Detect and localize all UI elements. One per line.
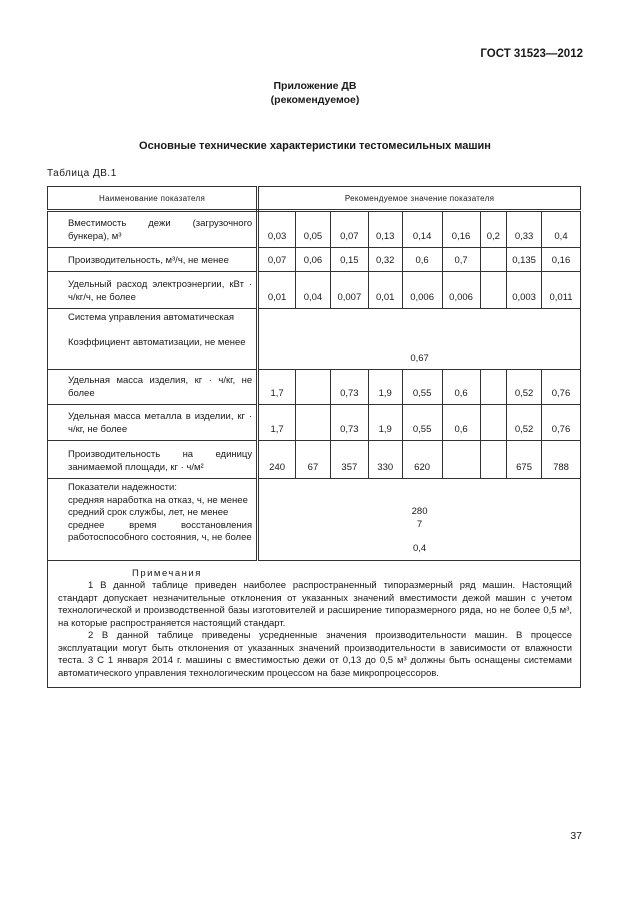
value-cell: 0,2 — [480, 211, 507, 248]
value-cell: 0,32 — [368, 248, 402, 272]
row-label — [48, 309, 258, 370]
page-number: 37 — [570, 830, 582, 842]
value-cell: 0,006 — [402, 272, 442, 309]
row-label: Удельная масса металла в изделии, кг · ч/кг, не более — [48, 405, 258, 441]
value-cell: 0,15 — [330, 248, 368, 272]
value-cell: 0,6 — [402, 248, 442, 272]
notes-title: Примечания — [132, 568, 202, 579]
value-cell: 0,55 — [402, 370, 442, 405]
row-label: Удельный расход электроэнергии, кВт · ч/кг/ч, не более — [48, 272, 258, 309]
appendix-title: Приложение ДВ — [273, 80, 357, 92]
table-caption: Таблица ДВ.1 — [47, 168, 117, 179]
row-label: Удельная масса изделия, кг · ч/кг, не более — [48, 370, 258, 405]
value-cell: 0,07 — [258, 248, 296, 272]
header-name-cell: Наименование показателя — [48, 187, 258, 211]
value-cell: 1,7 — [258, 370, 296, 405]
header-values-cell: Рекомендуемое значение показателя — [258, 187, 581, 211]
merged-value-cell — [258, 479, 581, 561]
value-cell: 0,07 — [330, 211, 368, 248]
value-cell: 0,13 — [368, 211, 402, 248]
value-cell: 0,16 — [442, 211, 480, 248]
row-label-line: средняя наработка на отказ, ч, не менее — [68, 494, 248, 506]
value-cell: 0,03 — [258, 211, 296, 248]
value-cell: 0,55 — [402, 405, 442, 441]
value-cell: 0,73 — [330, 405, 368, 441]
value-cell — [480, 441, 507, 479]
value-cell: 0,01 — [368, 272, 402, 309]
recovery-time-value: 0,4 — [412, 543, 427, 554]
value-cell: 0,01 — [258, 272, 296, 309]
value-cell: 0,06 — [296, 248, 331, 272]
value-cell: 0,003 — [507, 272, 542, 309]
table-header-row — [48, 187, 581, 211]
value-cell — [480, 405, 507, 441]
row-label-line: Коэффициент автоматизации, не менее — [68, 336, 246, 348]
appendix-subtitle: (рекомендуемое) — [270, 94, 360, 106]
page-title: Основные технические характеристики тестомесильных машин — [139, 140, 491, 152]
table-row — [48, 309, 581, 370]
value-cell: 240 — [258, 441, 296, 479]
value-cell: 1,9 — [368, 405, 402, 441]
row-label-line: среднее время восстановления работоспособного состояния, ч, не более — [68, 519, 253, 543]
table-row-reliability — [48, 479, 581, 561]
value-cell: 0,76 — [542, 370, 581, 405]
service-life-value: 7 — [416, 518, 423, 530]
value-cell: 0,16 — [542, 248, 581, 272]
value-cell: 620 — [402, 441, 442, 479]
value-cell: 0,52 — [507, 370, 542, 405]
value-cell — [442, 441, 480, 479]
value-cell: 0,7 — [442, 248, 480, 272]
row-label: Производительность, м³/ч, не менее — [48, 248, 258, 272]
value-cell: 0,04 — [296, 272, 331, 309]
value-cell: 788 — [542, 441, 581, 479]
table-row — [48, 248, 581, 272]
merged-value-cell: 0,67 — [258, 309, 581, 370]
mtbf-value: 280 — [411, 506, 428, 517]
value-cell: 0,6 — [442, 370, 480, 405]
row-label: Производительность на единицу занимаемой площади, кг · ч/м² — [48, 441, 258, 479]
value-cell: 0,05 — [296, 211, 331, 248]
value-cell: 0,006 — [442, 272, 480, 309]
table-row — [48, 405, 581, 441]
value-cell: 67 — [296, 441, 331, 479]
value-cell — [480, 370, 507, 405]
row-label-line: Система управления автоматическая — [68, 312, 235, 323]
value-cell: 1,9 — [368, 370, 402, 405]
row-label-line: средний срок службы, лет, не менее — [68, 507, 229, 518]
value-cell: 0,6 — [442, 405, 480, 441]
value-cell: 0,73 — [330, 370, 368, 405]
value-cell: 0,52 — [507, 405, 542, 441]
value-cell: 675 — [507, 441, 542, 479]
value-cell: 0,011 — [542, 272, 581, 309]
value-cell: 330 — [368, 441, 402, 479]
value-cell — [296, 370, 331, 405]
value-cell: 1,7 — [258, 405, 296, 441]
table-row — [48, 441, 581, 479]
note-2: 2 В данной таблице приведены усредненные значения производительности машин. В процессе эксплуатации могут быть отклонения от указанных значений производительности в зависимости от влажности теста. — [58, 630, 572, 667]
row-label-line: Показатели надежности: — [68, 482, 177, 493]
value-cell: 0,4 — [542, 211, 581, 248]
table-row — [48, 211, 581, 248]
value-cell: 0,33 — [507, 211, 542, 248]
value-cell: 0,007 — [330, 272, 368, 309]
value-cell: 0,14 — [402, 211, 442, 248]
table-notes — [47, 560, 581, 688]
value-cell: 0,76 — [542, 405, 581, 441]
document-code: ГОСТ 31523—2012 — [480, 48, 583, 60]
value-cell — [480, 248, 507, 272]
value-cell — [480, 272, 507, 309]
note-3: 3 С 1 января 2014 г. машины с вместимостью дежи от 0,13 до 0,5 м³ должны быть оснащены системами автоматического управления технологическим процессом на базе микропроцессоров. — [58, 655, 572, 679]
characteristics-table — [47, 186, 581, 561]
table-row — [48, 272, 581, 309]
value-cell: 357 — [330, 441, 368, 479]
row-label: Вместимость дежи (загрузочного бункера), м³ — [48, 211, 258, 248]
note-1: 1 В данной таблице приведен наиболее распространенный типоразмерный ряд машин. Настоящий стандарт допускает незначительные отклонения от указанных значений вместимости дежой машин с учетом технологической и производственной базы изготовителей и расширение типоразмерного ряда, но не более 0,5 м³, на которые распространяется настоящий стандарт. — [58, 580, 572, 629]
table-row — [48, 370, 581, 405]
value-cell — [296, 405, 331, 441]
row-label — [48, 479, 258, 561]
value-cell: 0,135 — [507, 248, 542, 272]
